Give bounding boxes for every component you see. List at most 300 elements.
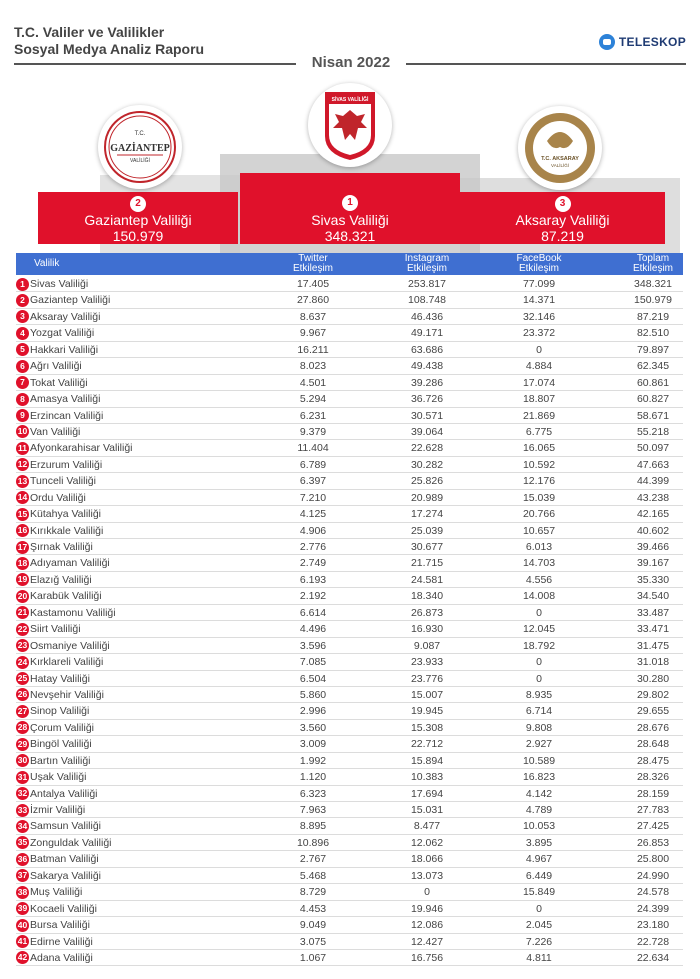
rank-badge: 6 — [16, 360, 29, 373]
row-name: Kocaeli Valiliği — [30, 902, 97, 915]
row-instagram: 26.873 — [410, 606, 444, 619]
row-total: 34.540 — [636, 590, 670, 603]
rank-badge: 11 — [18, 442, 27, 453]
row-twitter: 4.906 — [299, 524, 327, 537]
row-twitter: 3.560 — [299, 721, 327, 734]
row-instagram: 15.894 — [410, 754, 444, 767]
table-row — [16, 736, 683, 752]
row-facebook: 4.142 — [525, 787, 553, 800]
rank-badge: 35 — [17, 837, 28, 848]
row-instagram: 22.628 — [410, 442, 444, 455]
row-twitter: 7.210 — [299, 491, 327, 504]
rank-badge: 38 — [17, 886, 28, 897]
table-row — [16, 325, 683, 341]
rank-badge: 27 — [17, 705, 28, 716]
row-instagram: 10.383 — [410, 771, 444, 784]
row-total: 25.800 — [636, 853, 670, 866]
rank-badge: 20 — [17, 590, 28, 601]
rank-badge: 8 — [16, 393, 29, 406]
row-name: Osmaniye Valiliği — [30, 639, 110, 652]
table-row — [16, 555, 683, 571]
row-instagram: 12.086 — [410, 919, 444, 932]
row-total: 22.634 — [636, 951, 670, 964]
row-total: 33.471 — [636, 623, 670, 636]
row-facebook: 12.176 — [522, 475, 556, 488]
row-instagram: 17.274 — [410, 508, 444, 521]
row-twitter: 17.405 — [296, 278, 330, 290]
aksaray-logo — [518, 106, 602, 190]
rank-badge: 1 — [16, 278, 29, 291]
row-facebook: 16.065 — [522, 442, 556, 455]
table-row — [16, 473, 683, 489]
row-twitter: 3.009 — [299, 738, 327, 751]
row-facebook: 8.935 — [525, 688, 553, 701]
gaziantep-logo — [98, 105, 182, 189]
table-row — [16, 358, 683, 374]
table-row — [16, 424, 683, 440]
row-facebook: 0 — [536, 606, 542, 619]
row-name: Batman Valiliği — [30, 853, 99, 866]
podium-value: 87.219 — [541, 228, 584, 244]
row-instagram: 15.308 — [410, 721, 444, 734]
rank-badge: 12 — [17, 459, 28, 470]
row-name: Adana Valiliği — [30, 951, 93, 964]
row-name: Adıyaman Valiliği — [30, 557, 110, 570]
row-instagram: 16.756 — [410, 951, 444, 964]
row-total: 27.783 — [636, 804, 670, 816]
row-twitter: 9.379 — [299, 425, 327, 438]
row-twitter: 6.789 — [299, 458, 327, 471]
rank-badge: 3 — [16, 310, 29, 323]
row-name: Nevşehir Valiliği — [30, 688, 104, 701]
table-row — [16, 457, 683, 473]
row-name: Bingöl Valiliği — [30, 738, 92, 751]
row-instagram: 15.031 — [410, 804, 444, 816]
rank-badge: 33 — [17, 804, 28, 815]
row-twitter: 2.192 — [299, 590, 327, 603]
row-name: Tokat Valiliği — [30, 376, 88, 389]
table-row — [16, 638, 683, 654]
row-total: 28.326 — [636, 771, 670, 784]
rank-badge: 31 — [17, 771, 28, 782]
row-facebook: 4.884 — [525, 360, 553, 373]
row-twitter: 10.896 — [296, 836, 330, 849]
column-header-instagram: Instagram Etkileşim — [404, 253, 450, 274]
row-instagram: 15.007 — [410, 688, 444, 701]
row-instagram: 108.748 — [408, 294, 446, 307]
row-instagram: 30.282 — [410, 458, 444, 471]
podium-first — [240, 173, 460, 244]
table-row — [16, 342, 683, 358]
row-facebook: 6.449 — [525, 869, 553, 882]
table-row — [16, 671, 683, 687]
row-facebook: 4.967 — [525, 853, 553, 866]
svg-text:GAZİANTEP: GAZİANTEP — [110, 143, 170, 154]
row-instagram: 20.989 — [410, 491, 444, 504]
row-name: Elazığ Valiliği — [30, 573, 92, 586]
rank-badge: 9 — [16, 409, 29, 422]
row-name: Karabük Valiliği — [30, 590, 102, 603]
row-name: Sinop Valiliği — [30, 705, 90, 718]
row-twitter: 6.504 — [299, 672, 327, 685]
row-name: Ağrı Valiliği — [30, 360, 82, 373]
row-facebook: 14.371 — [522, 294, 556, 307]
table-header — [16, 253, 683, 275]
row-name: Bartın Valiliği — [30, 754, 91, 767]
row-instagram: 30.677 — [410, 541, 444, 553]
row-name: Kırklareli Valiliği — [30, 656, 104, 669]
row-instagram: 16.930 — [410, 623, 444, 636]
rank-badge: 10 — [17, 426, 28, 437]
row-total: 82.510 — [636, 327, 670, 340]
rank-badge: 19 — [17, 574, 28, 585]
row-instagram: 25.826 — [410, 475, 444, 488]
row-facebook: 15.849 — [522, 886, 556, 899]
row-name: Edirne Valiliği — [30, 935, 93, 948]
table-row — [16, 309, 683, 325]
row-total: 22.728 — [636, 935, 670, 948]
table-row — [16, 276, 683, 292]
podium-rank-badge: 2 — [130, 196, 146, 212]
row-name: Erzincan Valiliği — [30, 409, 104, 422]
row-total: 28.475 — [636, 754, 670, 767]
row-total: 62.345 — [636, 360, 670, 373]
aksaray-seal-icon — [523, 111, 597, 185]
row-twitter: 7.085 — [299, 656, 327, 669]
row-name: Hatay Valiliği — [30, 672, 90, 685]
row-name: Çorum Valiliği — [30, 721, 94, 734]
row-instagram: 13.073 — [410, 869, 444, 882]
table-row — [16, 703, 683, 719]
row-twitter: 9.967 — [299, 327, 327, 340]
row-total: 26.853 — [636, 836, 670, 849]
table-row — [16, 753, 683, 769]
row-twitter: 6.397 — [299, 475, 327, 488]
row-total: 31.018 — [636, 656, 670, 669]
ranking-table — [16, 276, 683, 966]
row-twitter: 11.404 — [297, 442, 329, 455]
row-twitter: 9.049 — [299, 919, 327, 932]
row-total: 23.180 — [636, 919, 670, 932]
row-total: 31.475 — [636, 639, 670, 652]
row-facebook: 7.226 — [525, 935, 553, 948]
title-line-1: T.C. Valiler ve Valilikler — [14, 24, 165, 40]
row-twitter: 1.992 — [299, 754, 327, 767]
row-twitter: 2.749 — [299, 557, 327, 570]
row-facebook: 14.008 — [522, 590, 556, 603]
row-twitter: 2.776 — [299, 541, 327, 553]
row-total: 28.159 — [636, 787, 670, 800]
row-twitter: 16.211 — [297, 343, 329, 356]
sivas-seal-icon — [315, 88, 385, 162]
table-row — [16, 654, 683, 670]
row-facebook: 3.895 — [525, 836, 553, 849]
row-name: Kütahya Valiliği — [30, 508, 102, 521]
table-row — [16, 917, 683, 933]
rank-badge: 21 — [17, 607, 28, 618]
row-facebook: 10.657 — [522, 524, 556, 537]
row-twitter: 1.067 — [299, 951, 327, 964]
rank-badge: 26 — [17, 689, 28, 700]
gaziantep-seal-icon — [103, 110, 177, 184]
row-instagram: 39.064 — [410, 425, 444, 438]
row-facebook: 6.013 — [525, 541, 553, 553]
column-header-facebook: FaceBook Etkileşim — [516, 253, 562, 274]
row-name: Yozgat Valiliği — [30, 327, 95, 340]
row-name: Sakarya Valiliği — [30, 869, 102, 882]
row-twitter: 8.895 — [299, 820, 327, 833]
row-instagram: 9.087 — [413, 639, 441, 652]
row-instagram: 19.945 — [410, 705, 444, 718]
teleskop-icon — [599, 34, 615, 50]
row-instagram: 23.776 — [410, 672, 444, 685]
row-facebook: 18.792 — [522, 639, 556, 652]
row-total: 39.167 — [636, 557, 670, 570]
row-facebook: 20.766 — [522, 508, 556, 521]
row-name: Zonguldak Valiliği — [30, 836, 112, 849]
rank-badge: 2 — [16, 294, 29, 307]
row-name: Şırnak Valiliği — [30, 541, 93, 553]
rank-badge: 23 — [17, 640, 28, 651]
table-row — [16, 901, 683, 917]
row-twitter: 1.120 — [299, 771, 327, 784]
row-facebook: 21.869 — [522, 409, 556, 422]
row-total: 50.097 — [636, 442, 670, 455]
table-row — [16, 835, 683, 851]
rank-badge: 40 — [17, 919, 28, 930]
table-row — [16, 818, 683, 834]
row-total: 47.663 — [636, 458, 670, 471]
row-facebook: 23.372 — [522, 327, 556, 340]
row-twitter: 4.453 — [299, 902, 327, 915]
rank-badge: 5 — [16, 343, 29, 356]
row-twitter: 4.496 — [299, 623, 327, 636]
rank-badge: 25 — [17, 673, 28, 683]
rank-badge: 41 — [17, 936, 28, 946]
table-row — [16, 605, 683, 621]
table-row — [16, 621, 683, 637]
row-instagram: 17.694 — [410, 787, 444, 800]
column-header-name: Valilik — [34, 258, 60, 269]
row-total: 29.802 — [636, 688, 670, 701]
row-total: 24.578 — [636, 886, 670, 899]
rank-badge: 14 — [17, 492, 28, 503]
brand-name: TELESKOP — [618, 35, 686, 49]
row-instagram: 0 — [424, 886, 430, 899]
row-instagram: 30.571 — [410, 409, 444, 422]
row-name: Aksaray Valiliği — [30, 310, 101, 323]
row-total: 150.979 — [634, 294, 672, 307]
rank-badge: 22 — [17, 623, 28, 634]
table-row — [16, 868, 683, 884]
row-total: 348.321 — [634, 278, 672, 290]
table-row — [16, 408, 683, 424]
row-total: 27.425 — [636, 820, 670, 833]
row-facebook: 4.789 — [525, 804, 553, 816]
row-name: Kırıkkale Valiliği — [30, 524, 104, 537]
row-facebook: 6.775 — [525, 425, 553, 438]
row-twitter: 4.501 — [299, 376, 327, 389]
table-row — [16, 490, 683, 506]
brand-logo — [599, 34, 686, 50]
row-instagram: 46.436 — [410, 310, 444, 323]
row-twitter: 6.231 — [299, 409, 327, 422]
rank-badge: 13 — [17, 475, 28, 486]
row-total: 87.219 — [636, 310, 670, 323]
row-twitter: 2.996 — [299, 705, 327, 718]
row-twitter: 8.729 — [299, 886, 327, 899]
row-twitter: 6.323 — [299, 787, 327, 800]
rank-badge: 39 — [17, 903, 28, 914]
row-instagram: 24.581 — [410, 573, 444, 586]
podium-name: Sivas Valiliği — [311, 212, 389, 228]
row-total: 30.280 — [636, 672, 670, 685]
row-facebook: 2.045 — [525, 919, 553, 932]
row-name: Hakkari Valiliği — [30, 343, 99, 356]
rank-badge: 32 — [17, 788, 28, 799]
rank-badge: 4 — [16, 327, 29, 340]
row-instagram: 49.171 — [410, 327, 444, 340]
table-row — [16, 588, 683, 604]
table-row — [16, 950, 683, 966]
table-row — [16, 572, 683, 588]
rank-badge: 24 — [17, 656, 28, 667]
table-row — [16, 884, 683, 900]
row-twitter: 5.860 — [299, 688, 327, 701]
row-instagram: 18.340 — [410, 590, 444, 603]
row-instagram: 12.427 — [410, 935, 444, 948]
row-instagram: 253.817 — [408, 278, 446, 290]
svg-text:T.C. AKSARAY: T.C. AKSARAY — [541, 156, 579, 162]
sivas-logo — [308, 83, 392, 167]
row-twitter: 6.614 — [299, 606, 327, 619]
row-twitter: 4.125 — [299, 508, 327, 521]
svg-text:SİVAS VALİLİĞİ: SİVAS VALİLİĞİ — [331, 97, 369, 103]
table-row — [16, 769, 683, 785]
row-total: 39.466 — [636, 541, 670, 553]
table-row — [16, 391, 683, 407]
table-row — [16, 802, 683, 818]
podium-value: 150.979 — [112, 228, 164, 244]
column-header-twitter: Twitter Etkileşim — [292, 253, 333, 274]
rank-badge: 30 — [17, 755, 28, 766]
row-instagram: 39.286 — [410, 376, 444, 389]
row-total: 24.990 — [636, 869, 670, 882]
row-twitter: 5.468 — [299, 869, 327, 882]
row-name: Amasya Valiliği — [30, 393, 101, 406]
table-row — [16, 786, 683, 802]
row-facebook: 9.808 — [525, 721, 553, 734]
column-header-total: Toplam Etkileşim — [632, 253, 673, 274]
row-total: 44.399 — [636, 475, 670, 488]
svg-text:VALİLİĞİ: VALİLİĞİ — [130, 158, 150, 164]
table-row — [16, 851, 683, 867]
row-total: 42.165 — [636, 508, 670, 521]
podium-value: 348.321 — [324, 228, 376, 244]
row-twitter: 3.596 — [299, 639, 327, 652]
svg-text:T.C.: T.C. — [134, 131, 146, 137]
row-total: 28.676 — [636, 721, 670, 734]
row-name: Antalya Valiliği — [30, 787, 98, 800]
title-line-2: Sosyal Medya Analiz Raporu — [14, 41, 205, 57]
row-total: 79.897 — [636, 343, 670, 356]
row-instagram: 22.712 — [410, 738, 444, 751]
podium-name: Gaziantep Valiliği — [84, 212, 192, 228]
table-row — [16, 523, 683, 539]
table-row — [16, 687, 683, 703]
rank-badge: 15 — [17, 508, 28, 519]
row-name: Van Valiliği — [30, 425, 81, 438]
rank-badge: 16 — [17, 525, 28, 536]
row-twitter: 27.860 — [296, 294, 330, 307]
row-name: Samsun Valiliği — [30, 820, 102, 833]
row-facebook: 0 — [536, 672, 542, 685]
row-twitter: 3.075 — [299, 935, 327, 948]
row-twitter: 8.637 — [299, 310, 327, 323]
row-instagram: 21.715 — [410, 557, 444, 570]
row-instagram: 12.062 — [410, 836, 444, 849]
table-row — [16, 292, 683, 308]
row-instagram: 18.066 — [410, 853, 444, 866]
report-title — [14, 24, 204, 58]
row-facebook: 12.045 — [522, 623, 556, 636]
row-name: Tunceli Valiliği — [30, 475, 96, 488]
row-name: Siirt Valiliği — [30, 623, 81, 636]
rank-badge: 36 — [17, 853, 28, 864]
row-facebook: 32.146 — [522, 310, 556, 323]
row-name: Bursa Valiliği — [30, 919, 90, 932]
rank-badge: 17 — [17, 541, 28, 552]
row-facebook: 4.811 — [526, 951, 552, 964]
row-twitter: 6.193 — [299, 573, 327, 586]
podium-rank-badge: 1 — [342, 195, 358, 211]
table-row — [16, 506, 683, 522]
row-name: Gaziantep Valiliği — [30, 294, 111, 307]
row-name: Ordu Valiliği — [30, 491, 86, 504]
podium-rank-badge: 3 — [555, 196, 571, 212]
table-row — [16, 720, 683, 736]
table-row — [16, 440, 683, 456]
row-total: 28.648 — [636, 738, 670, 751]
row-name: Kastamonu Valiliği — [30, 606, 116, 619]
row-total: 60.827 — [636, 393, 670, 406]
row-instagram: 19.946 — [410, 902, 444, 915]
row-total: 40.602 — [636, 524, 670, 537]
row-facebook: 10.592 — [522, 458, 556, 471]
row-total: 58.671 — [636, 409, 670, 422]
row-total: 24.399 — [636, 902, 670, 915]
row-total: 43.238 — [636, 491, 670, 504]
podium-third — [460, 192, 665, 244]
row-facebook: 10.053 — [522, 820, 556, 833]
row-facebook: 14.703 — [522, 557, 556, 570]
report-period: Nisan 2022 — [311, 54, 391, 71]
row-total: 29.655 — [636, 705, 670, 718]
table-row — [16, 934, 683, 950]
row-facebook: 4.556 — [525, 573, 553, 586]
row-facebook: 10.589 — [522, 754, 556, 767]
rank-badge: 34 — [17, 820, 28, 831]
row-name: Afyonkarahisar Valiliği — [30, 442, 133, 455]
row-twitter: 8.023 — [299, 360, 327, 373]
row-name: Sivas Valiliği — [30, 278, 89, 290]
row-instagram: 8.477 — [413, 820, 441, 833]
rank-badge: 18 — [17, 557, 28, 568]
podium-name: Aksaray Valiliği — [515, 212, 610, 228]
row-facebook: 15.039 — [522, 491, 556, 504]
rank-badge: 37 — [17, 870, 28, 881]
podium-second — [38, 192, 238, 244]
